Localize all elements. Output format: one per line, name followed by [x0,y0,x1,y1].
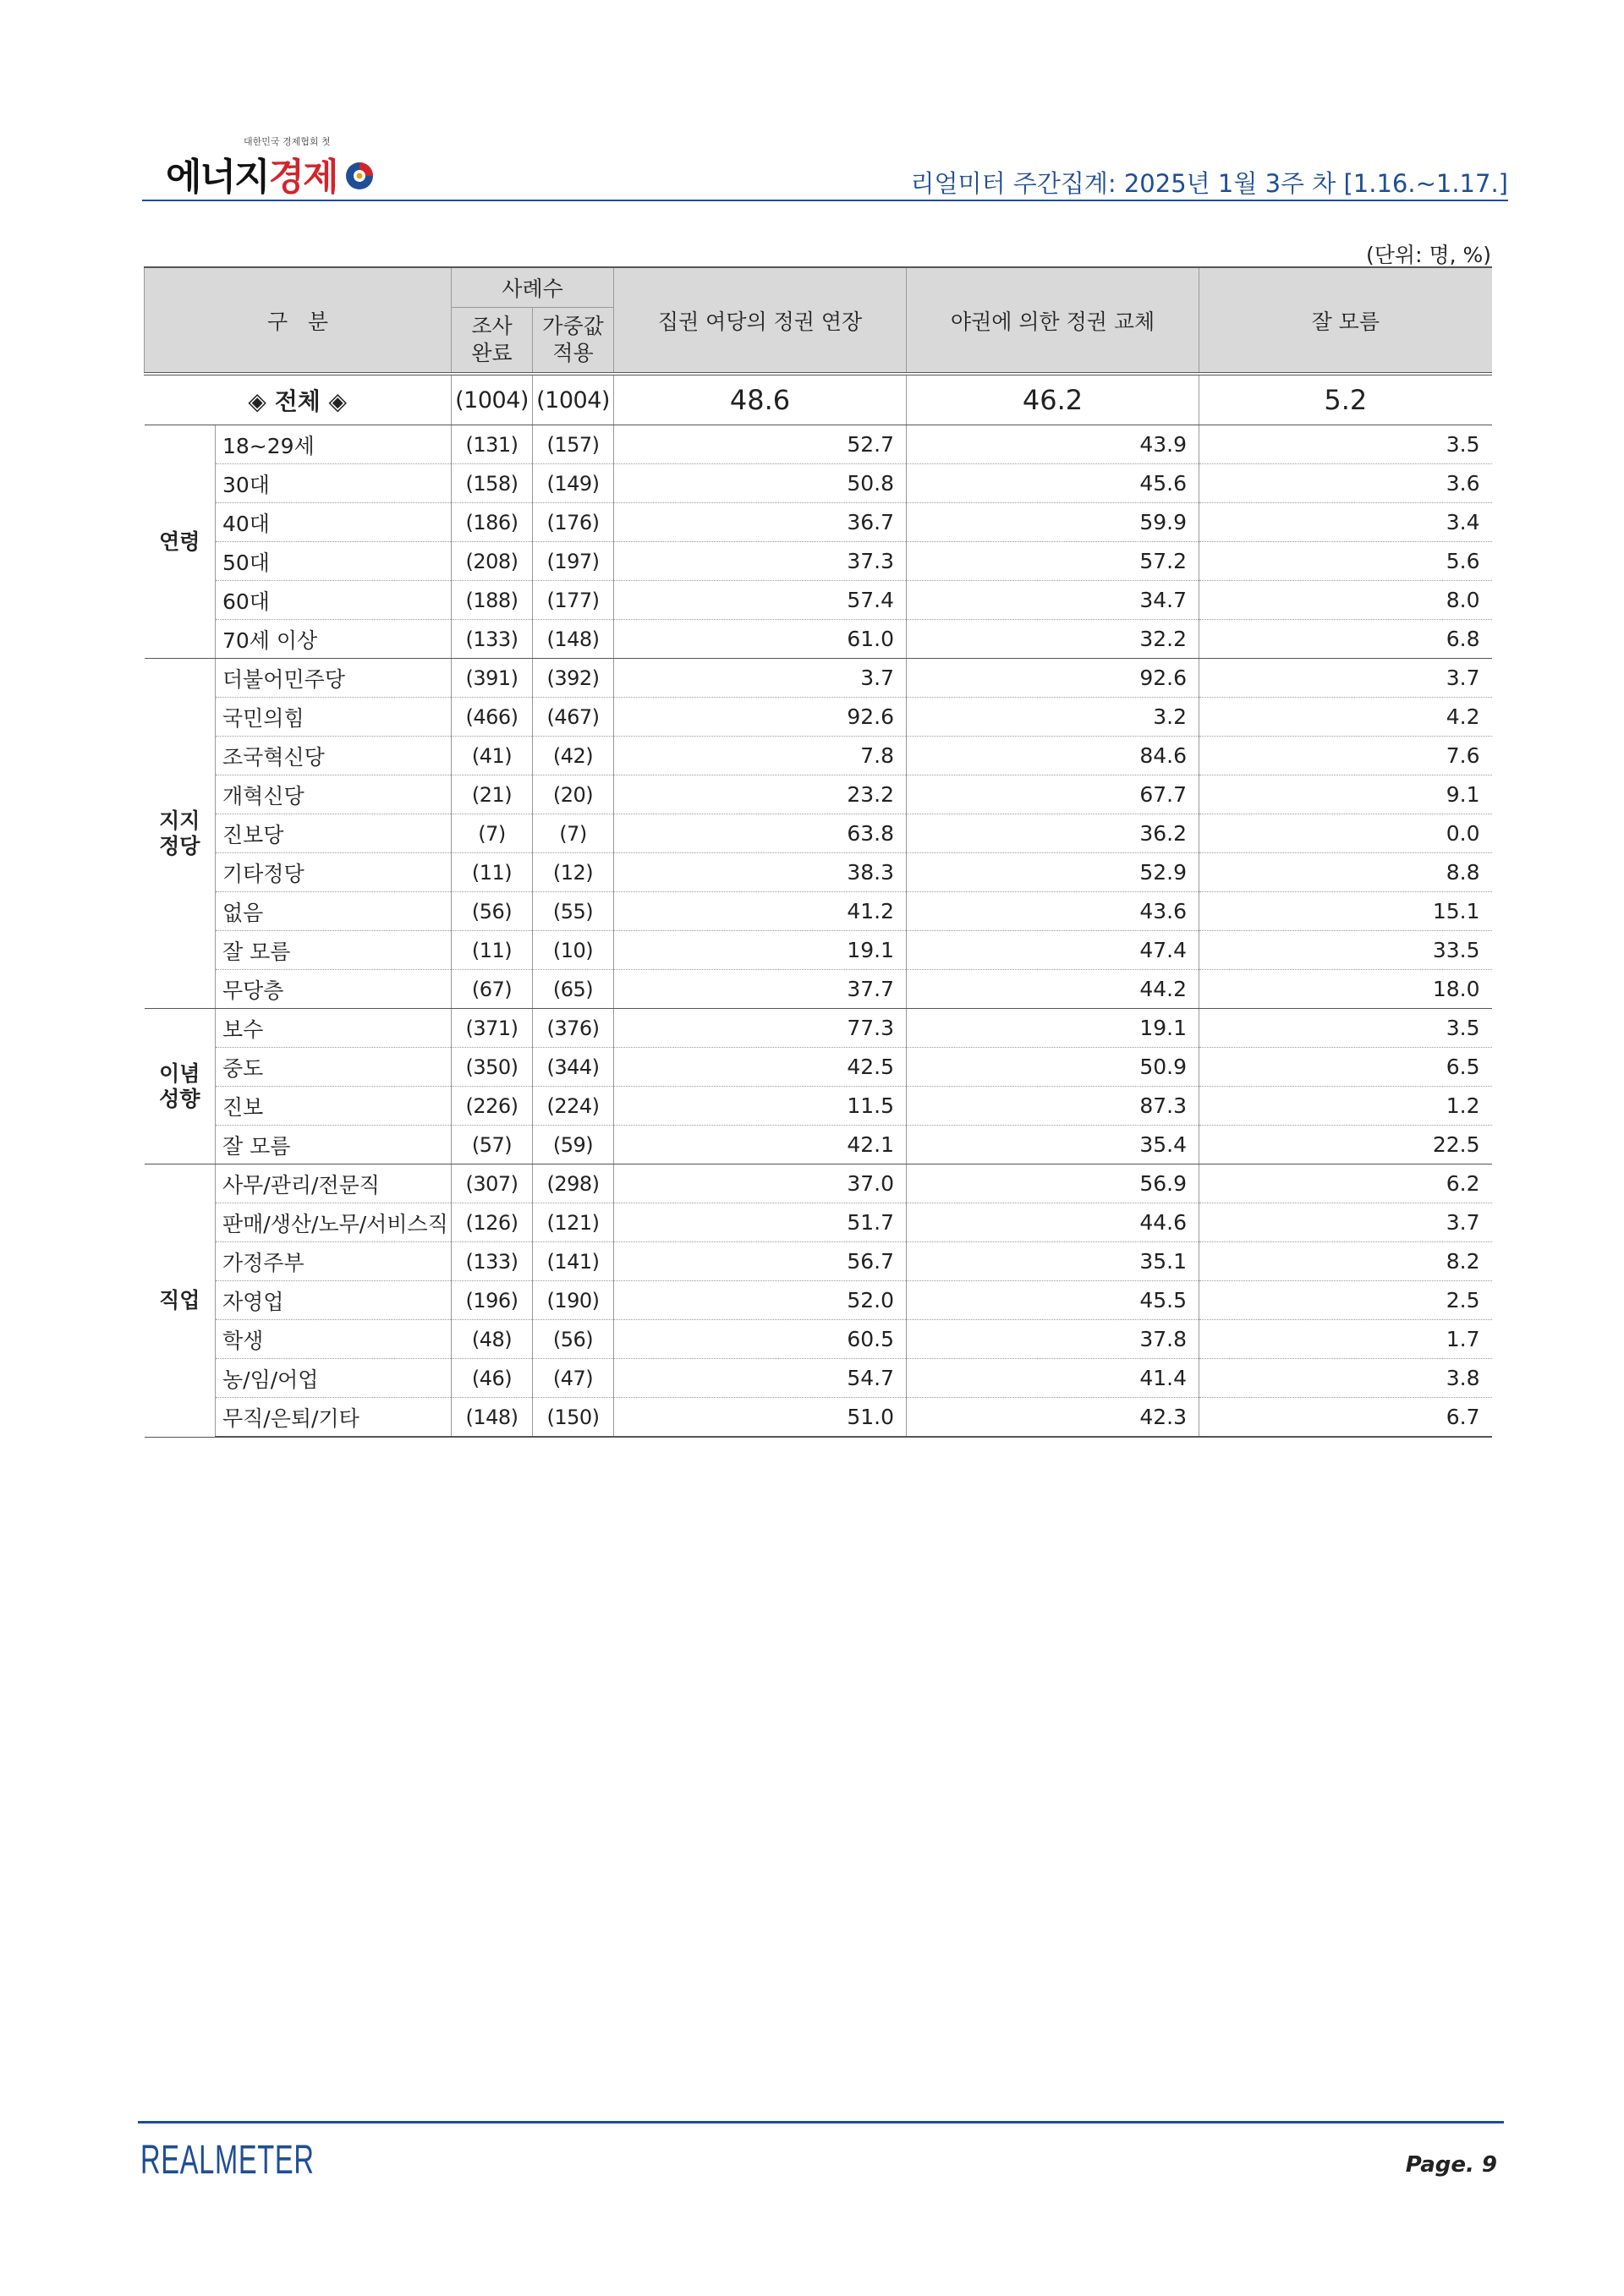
total-dont-know: 5.2 [1199,374,1492,425]
n-weighted: (197) [533,542,614,581]
table-row [145,542,1492,581]
dont-know-value: 6.5 [1199,1048,1492,1087]
row-label: 무당층 [216,970,452,1009]
table-row [145,814,1492,853]
n-weighted: (42) [533,737,614,775]
row-label: 기타정당 [216,853,452,892]
opposition-change-value: 35.4 [907,1126,1199,1164]
dont-know-value: 8.0 [1199,581,1492,620]
ruling-extension-value: 7.8 [614,737,907,775]
n-completed: (208) [452,542,533,581]
n-completed: (350) [452,1048,533,1087]
n-weighted: (55) [533,892,614,931]
n-weighted: (59) [533,1126,614,1164]
row-label: 농/임/어업 [216,1359,452,1398]
dont-know-value: 7.6 [1199,737,1492,775]
opposition-change-value: 41.4 [907,1359,1199,1398]
n-completed: (48) [452,1320,533,1359]
row-label: 30대 [216,464,452,503]
unit-note: (단위: 명, %) [1366,243,1491,267]
n-completed: (466) [452,698,533,737]
n-weighted: (344) [533,1048,614,1087]
row-label: 무직/은퇴/기타 [216,1398,452,1438]
n-completed: (371) [452,1009,533,1048]
total-opposition-change: 46.2 [907,374,1199,425]
opposition-change-value: 56.9 [907,1164,1199,1203]
n-weighted: (224) [533,1087,614,1126]
ruling-extension-value: 50.8 [614,464,907,503]
opposition-change-value: 57.2 [907,542,1199,581]
row-label: 가정주부 [216,1242,452,1281]
dont-know-value: 0.0 [1199,814,1492,853]
ruling-extension-value: 41.2 [614,892,907,931]
ruling-extension-value: 23.2 [614,775,907,814]
total-ruling-extension: 48.6 [614,374,907,425]
ruling-extension-value: 52.0 [614,1281,907,1320]
dont-know-value: 4.2 [1199,698,1492,737]
n-weighted: (10) [533,931,614,970]
n-completed: (196) [452,1281,533,1320]
opposition-change-value: 42.3 [907,1398,1199,1438]
dont-know-value: 3.5 [1199,425,1492,464]
table-row [145,1320,1492,1359]
logo-wordmark [166,146,337,200]
row-label: 18~29세 [216,425,452,464]
n-completed: (46) [452,1359,533,1398]
opposition-change-value: 32.2 [907,620,1199,659]
opposition-change-value: 36.2 [907,814,1199,853]
n-weighted: (190) [533,1281,614,1320]
n-completed: (67) [452,970,533,1009]
total-n-weighted: (1004) [533,374,614,425]
ruling-extension-value: 11.5 [614,1087,907,1126]
table-row [145,775,1492,814]
n-weighted: (65) [533,970,614,1009]
row-label: 70세 이상 [216,620,452,659]
n-weighted: (150) [533,1398,614,1438]
row-label: 진보 [216,1087,452,1126]
dont-know-value: 6.8 [1199,620,1492,659]
n-completed: (56) [452,892,533,931]
table-row [145,1009,1492,1048]
n-weighted: (392) [533,659,614,698]
n-weighted: (12) [533,853,614,892]
n-weighted: (467) [533,698,614,737]
dont-know-value: 3.8 [1199,1359,1492,1398]
ruling-extension-value: 63.8 [614,814,907,853]
n-weighted: (376) [533,1009,614,1048]
logo-text-black: 에너지 [166,156,269,199]
dont-know-value: 8.8 [1199,853,1492,892]
ruling-extension-value: 57.4 [614,581,907,620]
logo-tagline: 대한민국 경제협회 첫 [244,136,331,147]
row-label: 잘 모름 [216,931,452,970]
group-label: 지지 정당 [145,659,216,1009]
opposition-change-value: 59.9 [907,503,1199,542]
n-weighted: (7) [533,814,614,853]
ruling-extension-value: 52.7 [614,425,907,464]
opposition-change-value: 47.4 [907,931,1199,970]
opposition-change-value: 92.6 [907,659,1199,698]
dont-know-value: 1.7 [1199,1320,1492,1359]
n-completed: (7) [452,814,533,853]
row-label: 보수 [216,1009,452,1048]
row-label: 판매/생산/노무/서비스직 [216,1203,452,1242]
n-completed: (188) [452,581,533,620]
table-row [145,1359,1492,1398]
n-completed: (158) [452,464,533,503]
header-dont-know: 잘 모름 [1199,267,1492,374]
table-row [145,1203,1492,1242]
row-label: 사무/관리/전문직 [216,1164,452,1203]
dont-know-value: 18.0 [1199,970,1492,1009]
row-label: 자영업 [216,1281,452,1320]
dont-know-value: 3.6 [1199,464,1492,503]
ruling-extension-value: 61.0 [614,620,907,659]
n-weighted: (56) [533,1320,614,1359]
row-label: 국민의힘 [216,698,452,737]
n-completed: (11) [452,853,533,892]
row-label: 40대 [216,503,452,542]
dont-know-value: 33.5 [1199,931,1492,970]
row-label: 학생 [216,1320,452,1359]
dont-know-value: 2.5 [1199,1281,1492,1320]
n-completed: (126) [452,1203,533,1242]
table-row [145,970,1492,1009]
table-row [145,1242,1492,1281]
n-weighted: (20) [533,775,614,814]
poll-results-table [144,266,1492,1438]
n-completed: (133) [452,620,533,659]
row-label: 60대 [216,581,452,620]
opposition-change-value: 43.9 [907,425,1199,464]
table-row [145,737,1492,775]
opposition-change-value: 34.7 [907,581,1199,620]
ruling-extension-value: 37.0 [614,1164,907,1203]
opposition-change-value: 44.2 [907,970,1199,1009]
table-row [145,698,1492,737]
header-opposition-change: 야권에 의한 정권 교체 [907,267,1199,374]
header-sample-weighted: 가중값 적용 [533,308,614,375]
table-row [145,931,1492,970]
dont-know-value: 1.2 [1199,1087,1492,1126]
dont-know-value: 15.1 [1199,892,1492,931]
row-label: 50대 [216,542,452,581]
dont-know-value: 22.5 [1199,1126,1492,1164]
n-completed: (131) [452,425,533,464]
publisher-logo [142,131,379,199]
row-label: 개혁신당 [216,775,452,814]
dont-know-value: 6.2 [1199,1164,1492,1203]
dont-know-value: 6.7 [1199,1398,1492,1438]
table-row [145,503,1492,542]
total-label: ◈ 전체 ◈ [145,374,452,425]
opposition-change-value: 35.1 [907,1242,1199,1281]
logo-emblem-icon [345,162,374,190]
table-row [145,1126,1492,1164]
header-sample-size: 사례수 [452,267,614,308]
table-row [145,853,1492,892]
n-weighted: (298) [533,1164,614,1203]
footer-divider [138,2121,1504,2123]
total-n-completed: (1004) [452,374,533,425]
n-weighted: (177) [533,581,614,620]
opposition-change-value: 3.2 [907,698,1199,737]
table-row [145,892,1492,931]
ruling-extension-value: 37.7 [614,970,907,1009]
opposition-change-value: 87.3 [907,1087,1199,1126]
page-number: Page. 9 [1405,2152,1497,2178]
ruling-extension-value: 42.1 [614,1126,907,1164]
opposition-change-value: 52.9 [907,853,1199,892]
header-sample-completed: 조사 완료 [452,308,533,375]
opposition-change-value: 50.9 [907,1048,1199,1087]
table-row [145,659,1492,698]
logo-text-red: 경제 [268,156,337,199]
ruling-extension-value: 36.7 [614,503,907,542]
dont-know-value: 8.2 [1199,1242,1492,1281]
opposition-change-value: 45.6 [907,464,1199,503]
row-label: 조국혁신당 [216,737,452,775]
ruling-extension-value: 42.5 [614,1048,907,1087]
table-row [145,581,1492,620]
n-completed: (226) [452,1087,533,1126]
table-row [145,1281,1492,1320]
n-weighted: (141) [533,1242,614,1281]
table-row [145,1087,1492,1126]
ruling-extension-value: 51.0 [614,1398,907,1438]
row-label: 진보당 [216,814,452,853]
n-completed: (57) [452,1126,533,1164]
ruling-extension-value: 51.7 [614,1203,907,1242]
n-completed: (307) [452,1164,533,1203]
dont-know-value: 3.7 [1199,1203,1492,1242]
opposition-change-value: 43.6 [907,892,1199,931]
n-weighted: (121) [533,1203,614,1242]
opposition-change-value: 84.6 [907,737,1199,775]
row-label: 잘 모름 [216,1126,452,1164]
n-completed: (41) [452,737,533,775]
table-row [145,1164,1492,1203]
n-weighted: (149) [533,464,614,503]
total-row [145,374,1492,425]
ruling-extension-value: 77.3 [614,1009,907,1048]
group-label: 연령 [145,425,216,659]
n-completed: (391) [452,659,533,698]
ruling-extension-value: 54.7 [614,1359,907,1398]
page-header [142,131,1508,199]
n-completed: (148) [452,1398,533,1438]
dont-know-value: 9.1 [1199,775,1492,814]
opposition-change-value: 44.6 [907,1203,1199,1242]
report-title: 리얼미터 주간집계: 2025년 1월 3주 차 [1.16.~1.17.] [910,169,1508,198]
n-weighted: (47) [533,1359,614,1398]
n-weighted: (148) [533,620,614,659]
ruling-extension-value: 19.1 [614,931,907,970]
n-completed: (133) [452,1242,533,1281]
ruling-extension-value: 3.7 [614,659,907,698]
dont-know-value: 3.4 [1199,503,1492,542]
header-divider [142,200,1508,201]
table-row [145,464,1492,503]
n-completed: (11) [452,931,533,970]
table-row [145,620,1492,659]
ruling-extension-value: 37.3 [614,542,907,581]
opposition-change-value: 67.7 [907,775,1199,814]
group-label: 직업 [145,1164,216,1438]
opposition-change-value: 45.5 [907,1281,1199,1320]
group-label: 이념 성향 [145,1009,216,1164]
row-label: 중도 [216,1048,452,1087]
opposition-change-value: 37.8 [907,1320,1199,1359]
header-ruling-extension: 집권 여당의 정권 연장 [614,267,907,374]
ruling-extension-value: 38.3 [614,853,907,892]
table-row [145,1398,1492,1438]
table-row [145,1048,1492,1087]
ruling-extension-value: 60.5 [614,1320,907,1359]
dont-know-value: 3.7 [1199,659,1492,698]
ruling-extension-value: 92.6 [614,698,907,737]
header-category: 구 분 [145,267,452,374]
n-weighted: (157) [533,425,614,464]
table-row [145,425,1492,464]
dont-know-value: 5.6 [1199,542,1492,581]
realmeter-logo: REALMETER [140,2138,315,2183]
row-label: 더불어민주당 [216,659,452,698]
opposition-change-value: 19.1 [907,1009,1199,1048]
n-weighted: (176) [533,503,614,542]
ruling-extension-value: 56.7 [614,1242,907,1281]
dont-know-value: 3.5 [1199,1009,1492,1048]
n-completed: (21) [452,775,533,814]
table-body [145,374,1492,1437]
n-completed: (186) [452,503,533,542]
row-label: 없음 [216,892,452,931]
